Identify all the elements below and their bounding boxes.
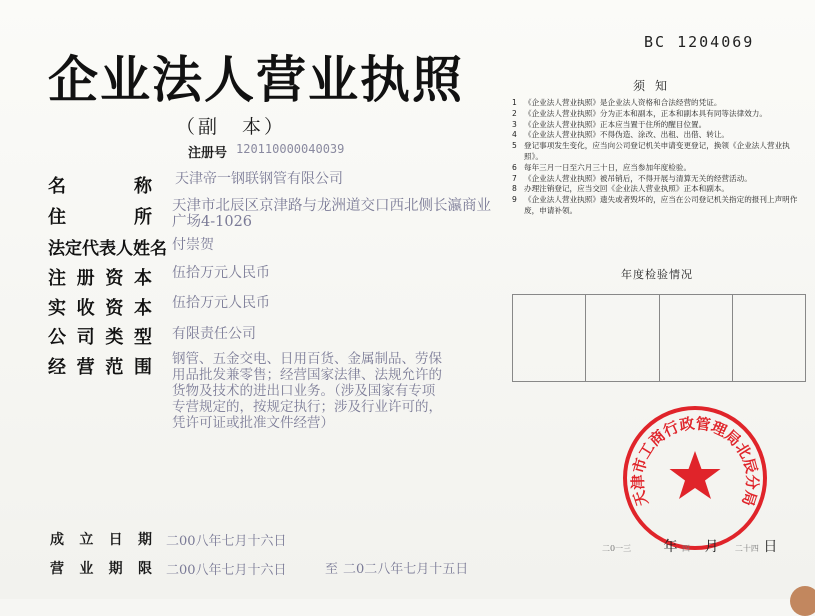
field-value-business-scope: 钢管、五金交电、日用百货、金属制品、劳保用品批发兼零售；经营国家法律、法规允许的货物及技术的进出口业务。（涉及国家有专项专营规定的，按规定执行；涉及行业许可的，凭许可证或批准文件经营）	[172, 351, 442, 431]
business-term-to: 二0二八年七月十五日	[343, 562, 469, 577]
annual-check-table	[512, 294, 806, 382]
annual-check-cell	[733, 295, 805, 381]
established-date-label: 成 立 日 期	[50, 532, 152, 548]
annual-check-title: 年度检验情况	[621, 268, 693, 281]
notes-item: 3 《企业法人营业执照》正本应当置于住所的醒目位置。	[512, 119, 707, 129]
annual-check-cell	[586, 295, 659, 381]
field-label-company-type: 公 司 类 型	[48, 327, 152, 348]
star-icon	[670, 451, 721, 499]
business-term-to-label: 至	[325, 562, 339, 577]
field-label-legal-rep: 法定代表人姓名	[48, 239, 167, 259]
notes-item: 1 《企业法人营业执照》是企业法人资格和合法经营的凭证。	[512, 98, 722, 107]
registration-number: 120110000040039	[236, 142, 345, 156]
corner-decoration	[790, 586, 815, 616]
field-label-registered-capital: 注 册 资 本	[48, 268, 152, 289]
notes-item: 4 《企业法人营业执照》不得伪造、涂改、出租、出借、转让。	[512, 130, 730, 140]
document-subtitle: （副 本）	[176, 116, 287, 138]
notes-item: 5 登记事项发生变化，应当向公司登记机关申请变更登记，换领《企业法人营业执照》。	[512, 141, 790, 161]
field-label-business-scope: 经 营 范 围	[48, 357, 152, 378]
business-term-from: 二00八年七月十六日	[166, 563, 287, 578]
field-value-paid-capital: 伍拾万元人民币	[172, 295, 270, 311]
field-value-address: 天津市北辰区京津路与龙洲道交口西北侧长瀛商业广场4-1026	[172, 198, 491, 230]
field-value-company-type: 有限责任公司	[172, 326, 256, 342]
annual-check-cell	[660, 295, 733, 381]
established-date-value: 二00八年七月十六日	[166, 534, 287, 549]
notes-item: 7 《企业法人营业执照》被吊销后，不得开展与清算无关的经营活动。	[512, 173, 752, 183]
notes-item: 6 每年三月一日至六月三十日，应当参加年度检验。	[512, 162, 692, 172]
notes-title: 须知	[633, 79, 678, 93]
notes-list	[512, 98, 807, 217]
official-seal	[620, 403, 770, 553]
issue-date: 二0一三 年 四 月 二十四 日	[602, 539, 778, 555]
field-label-paid-capital: 实 收 资 本	[48, 298, 152, 319]
notes-item: 9 《企业法人营业执照》遗失或者毁坏的，应当在公司登记机关指定的报刊上声明作废，申请补领。	[512, 195, 798, 215]
field-value-legal-rep: 付崇贺	[172, 237, 214, 253]
business-term-label: 营 业 期 限	[50, 561, 152, 577]
seal-text: 天津市工商行政管理局北辰分局	[628, 414, 762, 509]
annual-check-cell	[513, 295, 586, 381]
field-label-address: 住 所	[48, 207, 152, 228]
field-value-registered-capital: 伍拾万元人民币	[172, 265, 270, 281]
notes-item: 2 《企业法人营业执照》分为正本和副本，正本和副本具有同等法律效力。	[512, 108, 767, 118]
document-title: 企业法人营业执照	[48, 51, 464, 109]
field-value-name: 天津帝一钢联钢管有限公司	[175, 171, 343, 187]
notes-item: 8 办理注销登记，应当交回《企业法人营业执照》正本和副本。	[512, 184, 730, 194]
registration-label: 注册号	[188, 146, 228, 161]
field-label-name: 名 称	[48, 176, 152, 197]
serial-number: BC 1204069	[644, 33, 755, 51]
